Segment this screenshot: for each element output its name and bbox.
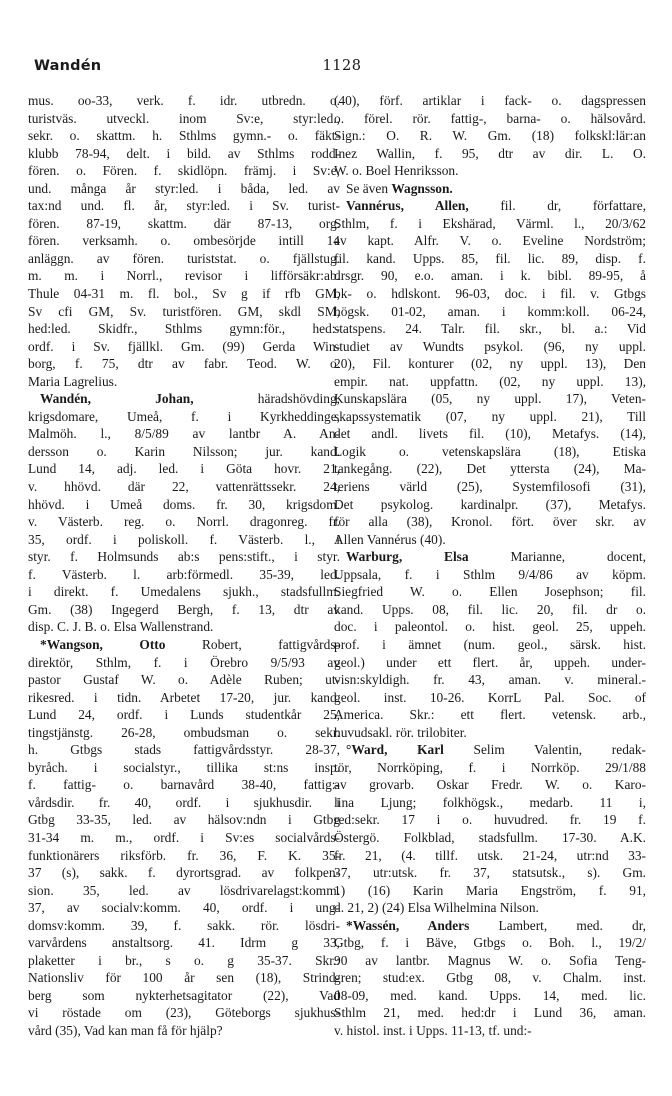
text-line: 37, av socialv:komm. 40, ordf. i ung- [28, 900, 340, 916]
text-line: Gtbg, f. i Bäve, Gtbgs o. Boh. l., 19/2/ [334, 935, 646, 951]
text-line: Sign.: O. R. W. Gm. (18) folkskl:lär:an [334, 128, 646, 144]
text-line: Sv cfi GM, Sv. turistfören. GM, skdl SM, [28, 303, 340, 319]
text-line: (40), förf. artiklar i fack- o. dagspressen [334, 93, 646, 108]
text-line: 08-09, med. kand. Upps. 14, med. lic. [334, 987, 646, 1003]
entry-name: Vannérus, Allen, [346, 198, 469, 214]
text-line: Uppsala, f. i Sthlm 9/4/86 av köpm. [334, 566, 646, 582]
text-line: Gm. (38) Ingegerd Bergh, f. 13, dtr av [28, 601, 340, 617]
text-line: Gtbg 33-35, led. av hälsov:ndn i Gtbg [28, 812, 340, 828]
text-line: tax:nd und. fl. år, styr:led. i Sv. turist- [28, 198, 340, 214]
entry-name: Warburg, Elsa [346, 549, 469, 565]
text-line: studiet av Wundts psykol. (96, ny uppl. [334, 338, 646, 354]
text-line: *Wangson, Otto Robert, fattigvårds- [40, 636, 340, 652]
running-head: Wandén [34, 58, 102, 74]
text-line: domsv:komm. 39, f. sakk. rör. lösdri- [28, 917, 340, 933]
text-line: av grovarb. Oskar Fredr. W. o. Karo- [334, 777, 646, 793]
text-line: Det psykolog. kardinalpr. (37), Metafys. [334, 496, 646, 512]
text-line: empir. nat. uppfattn. (02, ny uppl. 13), [334, 373, 646, 389]
text-line: tankegång. (22), Det yttersta (24), Ma- [334, 461, 646, 477]
entry-name: °Ward, Karl [346, 742, 444, 758]
text-line: sekr. o. skattm. h. Sthlms gymn.- o. fäkt- [28, 128, 340, 144]
text-line: pastor Gustaf W. o. Adèle Ruben; ut- [28, 672, 340, 688]
text-line: 37 (s), sakk. f. dyrortsgrad. av folkpen- [28, 865, 340, 881]
text-line: vi röstade om (23), Göteborgs sjukhus- [28, 1005, 340, 1021]
text-line: W. o. Boel Henriksson. [334, 163, 459, 179]
text-line: skapssystematik (07, ny uppl. 21), Till [334, 408, 646, 424]
text-line: m. m. i Norrl., revisor i lifförsäkr:ab. [28, 268, 340, 284]
text-line: plaketter i br., s o. g 35-37. Skr.: [28, 952, 340, 968]
text-line: Allen Vannérus (40). [334, 531, 446, 547]
text-line: lina Ljung; folkhögsk., medarb. 11 i, [334, 794, 646, 810]
text-line: fören. verksamh. o. ombesörjde intill 14 [28, 233, 340, 249]
text-line: fören. o. Fören. f. skidlöpn. främj. i Sv:e, [28, 163, 340, 179]
text-line: f. Västerb. l. arb:förmedl. 35-39, led. [28, 566, 340, 582]
text-line: v. Västerb. reg. o. Norrl. dragonreg. fr. [28, 514, 340, 530]
text-line: 20), Fil. konturer (02, ny uppl. 13), Den [334, 356, 646, 372]
text-line: v. hhövd. där 22, vattenrättssekr. 24, [28, 479, 340, 495]
text-line: 1) (16) Karin Maria Engström, f. 91, [334, 882, 646, 898]
text-line: byråch. i socialstyr., tillika st:ns insp. [28, 759, 340, 775]
text-line: Lund 14, adj. led. i Göta hovr. 21, [28, 461, 340, 477]
text-line: klubb 78-94, delt. i bild. av Sthlms rodd- [28, 145, 340, 161]
text-line: Logik o. vetenskapslära (18), Etiska [334, 443, 646, 459]
text-line: varvårdens anstaltsorg. 41. Idrm g 33, [28, 935, 340, 951]
text-line: borg, f. 75, dtr av fabr. Teod. W. o. [28, 356, 340, 372]
text-line: sion. 35, led. av lösdrivarelagst:komm. [28, 882, 340, 898]
text-line: ordf. i Sv. fjällkl. Gm. (99) Gerda Win- [28, 338, 340, 354]
text-line: Lund 24, ordf. i Lunds studentkår 25, [28, 707, 340, 723]
text-line: red:sekr. 17 i o. huvudred. fr. 19 f. [334, 812, 646, 828]
text-line: vårdsdir. fr. 40, ordf. i sjukhusdir. i [28, 794, 340, 810]
text-line: gren; stud:ex. Gtbg 08, v. Chalm. inst. [334, 970, 646, 986]
text-line: Siegfried W. o. Ellen Josephson; fil. [334, 584, 646, 600]
text-line: direktör, Sthlm, f. i Örebro 9/5/93 av [28, 654, 340, 670]
text-line: geol.) under ett flert. år, uppeh. under- [334, 654, 646, 670]
text-line: Östergö. Folkblad, stadsfullm. 17-30. A.K. [334, 829, 646, 845]
text-line: d. 21, 2) (24) Elsa Wilhelmina Nilson. [334, 900, 539, 916]
text-line: Wandén, Johan, häradshövding, [40, 391, 340, 407]
text-line: fören. 87-19, skattm. där 87-13, org. [28, 215, 340, 231]
entry-name: *Wassén, Anders [346, 917, 470, 933]
text-line: und. många år styr:led. i båda, led. av [28, 180, 340, 196]
text-line: högsk. 01-02, aman. i komm:koll. 06-24, [334, 303, 646, 319]
entry-name: Wandén, Johan, [40, 391, 194, 407]
page-header [34, 58, 650, 80]
text-line: huvudsakl. rör. trilobiter. [334, 724, 467, 740]
text-line: hed:led. Skidfr., Sthlms gymn:för., hed:- [28, 321, 340, 337]
entry-name: *Wangson, Otto [40, 636, 166, 652]
text-line: doc. i paleontol. o. hist. geol. 25, uppeh. [334, 619, 646, 635]
text-line: Inez Wallin, f. 95, dtr av dir. L. O. [334, 145, 646, 161]
text-line: prof. i ämnet (num. geol., särsk. hist. [334, 636, 646, 652]
text-line: drsgr. 90, e.o. aman. i k. bibl. 89-95, å [334, 268, 646, 284]
text-line: tingstjänstg. 26-28, ombudsman o. sekr. [28, 724, 340, 740]
text-line: v. histol. inst. i Upps. 11-13, tf. und:- [334, 1022, 532, 1038]
text-line: dersson o. Karin Nilsson; jur. kand. [28, 443, 340, 459]
text-line: i direkt. f. Umedalens sjukh., stadsfullm. [28, 584, 340, 600]
text-line: geol. inst. 10-26. KorrL Pal. Soc. of [334, 689, 646, 705]
text-line: turistväs. utveckl. inom Sv:e, styr:led., [28, 110, 340, 126]
text-line: 35, ordf. i poliskoll. f. Västerb. l., i [28, 531, 340, 547]
text-line: kand. Upps. 08, fil. lic. 20, fil. dr o. [334, 601, 646, 617]
text-line: Kunskapslära (05, ny uppl. 17), Veten- [334, 391, 646, 407]
text-line: Se även Wagnsson. [346, 180, 453, 196]
cross-reference: Wagnsson. [391, 180, 453, 196]
text-line: teriens värld (25), Systemfilosofi (31), [334, 479, 646, 495]
text-line: det andl. livets fil. (10), Metafys. (14), [334, 426, 646, 442]
text-line: mus. oo-33, verk. f. idr. utbredn. o. [28, 93, 340, 108]
text-line: för alla (38), Kronol. fört. över skr. av [334, 514, 646, 530]
text-line: Sthlm 21, med. hed:dr i Lund 36, aman. [334, 1005, 646, 1021]
text-line: av kapt. Alfr. V. o. Eveline Nordström; [334, 233, 646, 249]
text-line: Thule 04-31 m. fl. bol., Sv g if rfb GM, [28, 286, 340, 302]
text-line: 90 av lantbr. Magnus W. o. Sofia Teng- [334, 952, 646, 968]
text-line: anläggn. av fören. turiststat. o. fjällstug. [28, 250, 340, 266]
text-line: °Ward, Karl Selim Valentin, redak- [346, 742, 646, 758]
text-line: fil. kand. Upps. 85, fil. lic. 89, disp. f. [334, 250, 646, 266]
text-line: 37, utr:utsk. fr. 37, statsutsk., s). Gm. [334, 865, 646, 881]
text-line: fr. 21, (4. tillf. utsk. 21-24, utr:nd 33- [334, 847, 646, 863]
text-line: *Wassén, Anders Lambert, med. dr, [346, 917, 646, 933]
text-line: Vannérus, Allen, fil. dr, författare, [346, 198, 646, 214]
text-line: Sthlm, f. i Ekshärad, Värml. l., 20/3/62 [334, 215, 646, 231]
text-line: f. fattig- o. barnavård 38-40, fattig:- [28, 777, 340, 793]
text-line: Nationsliv för 100 år sen (18), Strind- [28, 970, 340, 986]
text-line: 31-34 m. m., ordf. i Sv:es socialvårds- [28, 829, 340, 845]
text-line: vård (35), Vad kan man få för hjälp? [28, 1022, 223, 1038]
text-line: tör, Norrköping, f. i Norrköp. 29/1/88 [334, 759, 646, 775]
text-line: styr. f. Holmsunds ab:s pens:stift., i styr. [28, 549, 340, 565]
text-line: Warburg, Elsa Marianne, docent, [346, 549, 646, 565]
text-line: statspens. 24. Talr. fil. skr., bl. a.: Vid [334, 321, 646, 337]
text-line: disp. C. J. B. o. Elsa Wallenstrand. [28, 619, 214, 635]
text-line: h. Gtbgs stads fattigvårdsstyr. 28-37, [28, 742, 340, 758]
text-line: hhövd. i Umeå doms. fr. 30, krigsdom. [28, 496, 340, 512]
text-line: berg som nykterhetsagitator (22), Vad [28, 987, 340, 1003]
text-line: Maria Lagrelius. [28, 373, 118, 389]
text-line: America. Skr.: ett flert. vetensk. arb., [334, 707, 646, 723]
text-line: bk- o. hdlskont. 96-03, doc. i fil. v. Gtbgs [334, 286, 646, 302]
text-line: funktionärers riksförb. fr. 36, F. K. 35- [28, 847, 340, 863]
text-line: visn:skyldigh. fr. 43, aman. v. mineral.- [334, 672, 646, 688]
text-line: krigsdomare, Umeå, f. i Kyrkheddinge, [28, 408, 340, 424]
text-line: o. förel. rör. fattig-, barna- o. hälsovård. [334, 110, 646, 126]
page-number: 1128 [322, 58, 362, 74]
text-line: rikesred. i tidn. Arbetet 17-20, jur. kand. [28, 689, 340, 705]
text-line: Malmöh. l., 8/5/89 av lantbr A. An- [28, 426, 340, 442]
left-column [28, 92, 340, 1040]
right-column [334, 92, 646, 1040]
